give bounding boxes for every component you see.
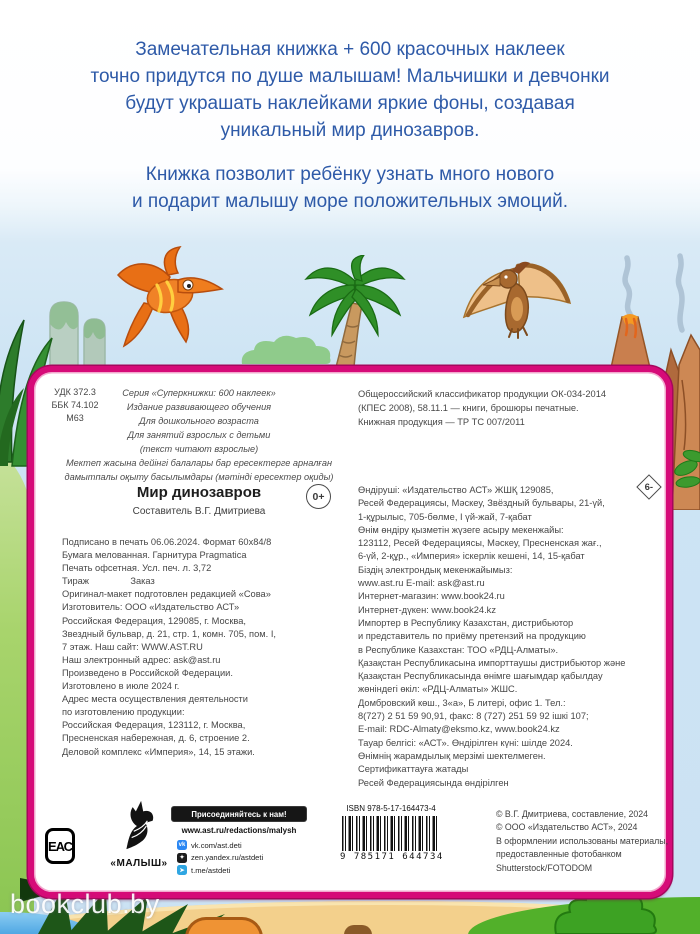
text-line: 1-құрылыс, 705-бөлме, I үй-жай, 7-қабат xyxy=(358,511,532,522)
text-line: Өндіруші: «Издательство АСТ» ЖШҚ 129085, xyxy=(358,485,554,495)
copyright-block xyxy=(496,808,668,875)
telegram-icon: ➤ xyxy=(177,865,187,875)
text-line: по изготовлению продукции: xyxy=(62,707,185,718)
text-line: Наш электронный адрес: ask@ast.ru xyxy=(62,654,221,665)
social-zen[interactable] xyxy=(177,853,307,863)
text-line: Книжная продукция — ТР ТС 007/2011 xyxy=(358,417,525,427)
text-line: Бумага мелованная. Гарнитура Pragmatica xyxy=(62,550,247,561)
text-line: Домбровский көш., 3«а», Б литері, офис 1. Тел.: xyxy=(358,697,566,708)
palm-tree-icon xyxy=(302,255,408,368)
kazakh-imprint xyxy=(358,484,660,790)
text-line: 8(727) 2 51 59 90,91, факс: 8 (727) 251 59 92 ішкі 107; xyxy=(358,711,589,722)
text-line: и подарит малышу море положительных эмоций. xyxy=(131,191,569,212)
text-line: © В.Г. Дмитриева, составление, 2024 xyxy=(496,809,649,819)
text-line: Сертификаттауға жатады xyxy=(358,764,469,775)
book-title: Мир динозавров xyxy=(136,484,262,501)
social-zen-label: zen.yandex.ru/astdeti xyxy=(191,853,264,862)
malysh-logo xyxy=(96,798,182,869)
text-line: Қазақстан Республикасына импорттаушы дистрибьютор және xyxy=(358,657,626,668)
text-line: УДК 372.3 xyxy=(54,387,96,397)
text-line: уникальный мир динозавров. xyxy=(220,120,480,141)
text-line: 123112, Ресей Федерациясы, Мәскеу, Пресненская жағ., xyxy=(358,538,602,549)
text-line: Для занятий взрослых с детьми xyxy=(127,430,271,440)
text-line: предоставленные фотобанком xyxy=(496,849,622,860)
barcode-digits: 9 785171 644734 xyxy=(340,852,444,862)
text-line: Российская Федерация, 129085, г. Москва, xyxy=(62,615,246,626)
social-telegram[interactable] xyxy=(177,865,307,875)
text-line: Книжка позволит ребёнку узнать много нового xyxy=(145,164,555,185)
text-line: будут украшать наклейками яркие фоны, создавая xyxy=(125,93,575,114)
social-vk-label: vk.com/ast.deti xyxy=(191,840,242,850)
vk-icon: vk xyxy=(178,842,186,848)
text-line: Адрес места осуществления деятельности xyxy=(62,694,248,705)
bookclub-watermark: bookclub.by xyxy=(10,889,160,919)
brown-figure xyxy=(344,925,372,934)
text-line: www.ast.ru E-mail: ask@ast.ru xyxy=(358,578,485,589)
text-line: Изготовлено в июле 2024 г. xyxy=(62,681,180,692)
brown-pterodactyl-icon xyxy=(462,257,572,347)
text-line: Серия «Суперкнижки: 600 наклеек» xyxy=(122,388,276,398)
text-line: Импортер в Республику Казахстан, дистрибьютор xyxy=(358,617,574,628)
text-line: Тауар белгісі: «АСТ». Өндірілген күні: шілде 2024. xyxy=(358,737,573,748)
text-line: Өнім өндіру қызметін жүзеге асыру мекенжайы: xyxy=(358,524,564,535)
text-line: ББК 74.102 xyxy=(51,400,99,410)
text-line: Shutterstock/FOTODOM xyxy=(496,862,593,873)
join-block xyxy=(171,806,307,875)
text-line: Российская Федерация, 123112, г. Москва, xyxy=(62,720,246,731)
age-badge-6minus-label: 6- xyxy=(644,481,654,493)
product-classifier xyxy=(358,387,654,429)
print-imprint xyxy=(62,536,354,759)
isbn-number: ISBN 978-5-17-164473-4 xyxy=(346,804,436,813)
text-line: Ресей Федерациясында өндірілген xyxy=(358,777,509,788)
text-line: Для дошкольного возраста xyxy=(139,416,259,426)
text-line: дамытпалы оқыту басылымдары (мәтінді ересектер оқиды) xyxy=(64,472,334,482)
intro-paragraph-1 xyxy=(30,36,670,144)
imprint-card xyxy=(28,366,672,898)
malysh-label: «МАЛЫШ» xyxy=(110,858,168,869)
age-badge-0plus: 0+ xyxy=(306,484,331,509)
text-line: Қазақстан Республикасында өнімге шағымдар қабылдау xyxy=(358,671,603,682)
text-line: Біздің электрондық мекенжайымыз: xyxy=(358,564,513,575)
barcode-block xyxy=(340,804,442,862)
text-line: Подписано в печать 06.06.2024. Формат 60х84/8 xyxy=(62,537,272,547)
text-line: E-mail: RDC-Almaty@eksmo.kz, www.book24.kz xyxy=(358,724,560,735)
text-line: В оформлении использованы материалы, xyxy=(496,835,669,846)
text-line: (текст читают взрослые) xyxy=(139,444,259,454)
text-line: 6-үй, 2-құр., «Империя» іскерлік кешені, 14, 15-қабат xyxy=(358,551,585,562)
text-line: Изготовитель: ООО «Издательство АСТ» xyxy=(62,602,240,613)
zen-icon: ✦ xyxy=(177,853,187,863)
text-line: Издание развивающего обучения xyxy=(126,402,272,412)
text-line: Интернет-магазин: www.book24.ru xyxy=(358,591,505,602)
join-banner: Присоединяйтесь к нам! xyxy=(171,806,307,822)
text-line: в Республике Казахстан: ТОО «РДЦ-Алматы». xyxy=(358,644,559,655)
text-line: Произведено в Российской Федерации. xyxy=(62,667,233,678)
compiler-line: Составитель В.Г. Дмитриева xyxy=(132,506,266,517)
text-line: Печать офсетная. Усл. печ. л. 3,72 xyxy=(62,563,212,574)
text-line: 7 этаж. Наш сайт: WWW.AST.RU xyxy=(62,641,203,652)
eac-mark-icon: ЕАС xyxy=(45,828,75,864)
text-line: Пресненская набережная, д. 6, строение 2. xyxy=(62,733,250,744)
intro-blurb xyxy=(30,36,670,215)
text-line: Деловой комплекс «Империя», 14, 15 этажи. xyxy=(62,746,255,757)
malysh-bird-icon xyxy=(118,798,160,852)
text-line: и представитель по приёму претензий на продукцию xyxy=(358,631,586,642)
text-line: Звездный бульвар, д. 21, стр. 1, комн. 705, пом. I, xyxy=(62,628,276,639)
social-vk[interactable] xyxy=(177,840,307,850)
text-line: точно придутся по душе малышам! Мальчишки и девчонки xyxy=(90,66,610,87)
text-line: Ресей Федерациясы, Мәскеу, Звёздный бульвары, 21-үй, xyxy=(358,498,605,509)
text-line: (КПЕС 2008), 58.11.1 — книги, брошюры печатные. xyxy=(358,403,579,413)
text-line: © ООО «Издательство АСТ», 2024 xyxy=(496,822,638,833)
orange-figure xyxy=(185,917,263,934)
barcode xyxy=(342,816,440,851)
text-line: Общероссийский классификатор продукции ОК-034-2014 xyxy=(358,389,607,399)
volcano-icon xyxy=(608,252,652,370)
text-line: М63 xyxy=(66,413,84,423)
intro-paragraph-2 xyxy=(30,161,670,215)
series-info xyxy=(58,386,340,484)
orange-pterodactyl-icon xyxy=(110,245,225,353)
text-line: Өнімнің жарамдылық мерзімі шектелмеген. xyxy=(358,750,546,761)
text-line: Тираж Заказ xyxy=(62,576,155,587)
social-telegram-label: t.me/astdeti xyxy=(191,865,231,875)
text-line: Интернет-дүкен: www.book24.kz xyxy=(358,604,496,615)
site-link[interactable]: www.ast.ru/redactions/malysh xyxy=(181,826,297,835)
text-line: Замечательная книжка + 600 красочных наклеек xyxy=(135,39,565,60)
text-line: Мектеп жасына дейінгі балалары бар ересектерге арналған xyxy=(65,458,333,468)
text-line: Оригинал-макет подготовлен редакцией «Сова» xyxy=(62,589,271,600)
text-line: жөніндегі өкіл: «РДЦ-Алматы» ЖШС. xyxy=(358,684,518,695)
